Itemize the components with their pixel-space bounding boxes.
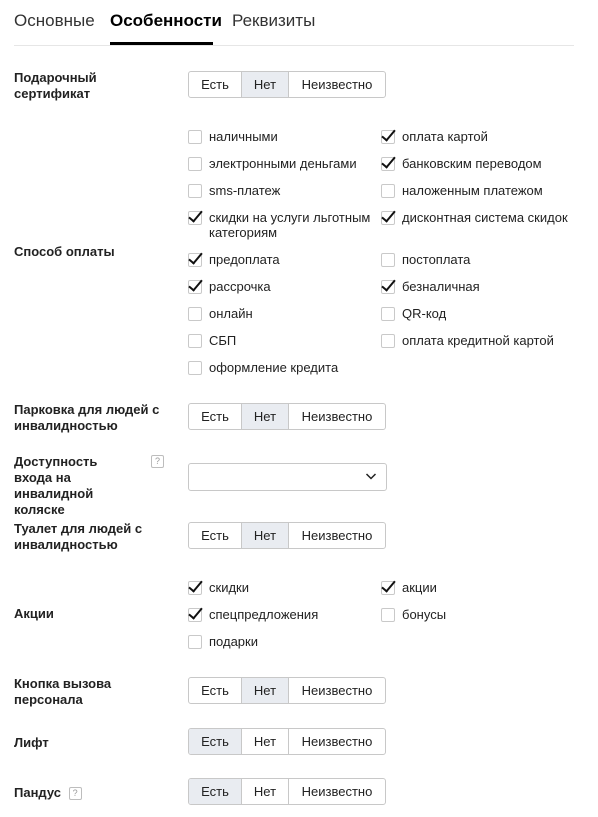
checkbox[interactable] [188, 635, 202, 649]
payment-option-sms[interactable] [188, 183, 280, 198]
checkbox[interactable] [381, 280, 395, 294]
checkbox[interactable] [381, 211, 395, 225]
payment-option-label: постоплата [402, 252, 471, 267]
elevator-label: Лифт [14, 735, 49, 750]
promo-option-label: спецпредложения [209, 607, 319, 622]
checkbox[interactable] [188, 581, 202, 595]
checkbox[interactable] [188, 307, 202, 321]
payment-option-label: предоплата [209, 252, 280, 267]
checkbox[interactable] [381, 608, 395, 622]
gift-certificate-unknown-button[interactable]: Неизвестно [301, 77, 373, 92]
gift-certificate-toggle [188, 71, 386, 98]
call-button-unknown-button[interactable]: Неизвестно [301, 683, 373, 698]
tab-bar [14, 0, 574, 46]
payment-option-label: наложенным платежом [402, 183, 543, 198]
parking-label: Парковка для людей с инвалидностью [14, 402, 160, 433]
payment-option-label: sms-платеж [209, 183, 281, 198]
payment-option-label: банковским переводом [402, 156, 542, 171]
payment-option-qr[interactable] [381, 306, 446, 321]
wheelchair-access-select[interactable] [188, 463, 387, 491]
payment-option-label: оплата картой [402, 129, 488, 144]
payment-option-label: QR-код [402, 306, 447, 321]
checkbox[interactable] [381, 130, 395, 144]
payment-option-label: наличными [209, 129, 278, 144]
wheelchair-access-label: Доступность входа на инвалидной коляске [14, 454, 98, 517]
payment-option-cashless[interactable] [381, 279, 480, 294]
checkbox[interactable] [188, 608, 202, 622]
tab-features[interactable]: Особенности [110, 11, 222, 30]
call-button-label: Кнопка вызова персонала [14, 676, 112, 707]
help-icon[interactable]: ? [69, 787, 82, 800]
toilet-toggle [188, 522, 386, 549]
payment-option-sbp[interactable] [188, 333, 236, 348]
payment-option-cod[interactable] [381, 183, 543, 198]
promo-option-bonuses[interactable] [381, 607, 446, 622]
promo-option-promotions[interactable] [381, 580, 437, 595]
promo-option-special-offers[interactable] [188, 607, 318, 622]
promo-option-label: подарки [209, 634, 258, 649]
payment-option-label: электронными деньгами [209, 156, 357, 171]
promo-option-discounts[interactable] [188, 580, 249, 595]
toilet-label: Туалет для людей с инвалидностью [14, 521, 143, 552]
toilet-yes-button[interactable]: Есть [189, 523, 242, 548]
checkbox[interactable] [188, 334, 202, 348]
payment-option-discounts-privileged[interactable] [188, 210, 378, 240]
parking-no-button[interactable]: Нет [242, 404, 289, 429]
toilet-no-button[interactable]: Нет [242, 523, 289, 548]
ramp-unknown-button[interactable]: Неизвестно [301, 784, 373, 799]
help-icon[interactable]: ? [151, 455, 164, 468]
elevator-no-button[interactable]: Нет [242, 729, 289, 754]
checkbox[interactable] [188, 280, 202, 294]
call-button-no-button[interactable]: Нет [242, 678, 289, 703]
payment-option-credit-card[interactable] [381, 333, 554, 348]
parking-unknown-button[interactable]: Неизвестно [301, 409, 373, 424]
promo-option-label: скидки [209, 580, 249, 595]
checkbox[interactable] [188, 253, 202, 267]
payment-option-installment[interactable] [188, 279, 271, 294]
payment-option-label: онлайн [209, 306, 253, 321]
payment-option-e-money[interactable] [188, 156, 357, 171]
active-tab-indicator [110, 42, 213, 45]
elevator-yes-button[interactable]: Есть [189, 729, 242, 754]
tab-basic[interactable]: Основные [14, 11, 95, 30]
ramp-yes-button[interactable]: Есть [189, 779, 242, 804]
promos-label: Акции [14, 606, 54, 621]
call-button-toggle [188, 677, 386, 704]
payment-option-online[interactable] [188, 306, 253, 321]
gift-certificate-no-button[interactable]: Нет [242, 72, 289, 97]
parking-toggle [188, 403, 386, 430]
checkbox[interactable] [188, 157, 202, 171]
call-button-yes-button[interactable]: Есть [189, 678, 242, 703]
elevator-unknown-button[interactable]: Неизвестно [301, 734, 373, 749]
payment-option-credit[interactable] [188, 360, 338, 375]
gift-certificate-yes-button[interactable]: Есть [189, 72, 242, 97]
promo-option-gifts[interactable] [188, 634, 258, 649]
ramp-no-button[interactable]: Нет [242, 779, 289, 804]
checkbox[interactable] [188, 361, 202, 375]
payment-option-label: СБП [209, 333, 237, 348]
payment-option-label: оплата кредитной картой [402, 333, 554, 348]
checkbox[interactable] [381, 334, 395, 348]
gift-certificate-label: Подарочный сертификат [14, 70, 97, 101]
ramp-label: Пандус [14, 785, 61, 800]
payment-option-label: оформление кредита [209, 360, 339, 375]
checkbox[interactable] [381, 157, 395, 171]
checkbox[interactable] [188, 211, 202, 225]
checkbox[interactable] [381, 253, 395, 267]
tab-requisites[interactable]: Реквизиты [232, 11, 316, 30]
payment-option-discount-system[interactable] [381, 210, 568, 225]
checkbox[interactable] [188, 184, 202, 198]
promo-option-label: бонусы [402, 607, 447, 622]
payment-option-cash[interactable] [188, 129, 278, 144]
elevator-toggle [188, 728, 386, 755]
payment-option-label: безналичная [402, 279, 480, 294]
payment-option-postpayment[interactable] [381, 252, 470, 267]
chevron-down-icon [365, 470, 377, 482]
payment-option-label: дисконтная система скидок [402, 210, 568, 225]
payment-option-label: рассрочка [209, 279, 271, 294]
ramp-toggle [188, 778, 386, 805]
checkbox[interactable] [381, 307, 395, 321]
payment-option-card[interactable] [381, 129, 488, 144]
payment-option-prepayment[interactable] [188, 252, 280, 267]
checkbox[interactable] [381, 581, 395, 595]
checkbox[interactable] [188, 130, 202, 144]
payment-method-label: Способ оплаты [14, 244, 115, 259]
checkbox[interactable] [381, 184, 395, 198]
payment-option-label: скидки на услуги льготным категориям [209, 210, 371, 240]
parking-yes-button[interactable]: Есть [189, 404, 242, 429]
toilet-unknown-button[interactable]: Неизвестно [301, 528, 373, 543]
payment-option-bank-transfer[interactable] [381, 156, 542, 171]
promo-option-label: акции [402, 580, 437, 595]
ramp-label-row [14, 785, 82, 801]
